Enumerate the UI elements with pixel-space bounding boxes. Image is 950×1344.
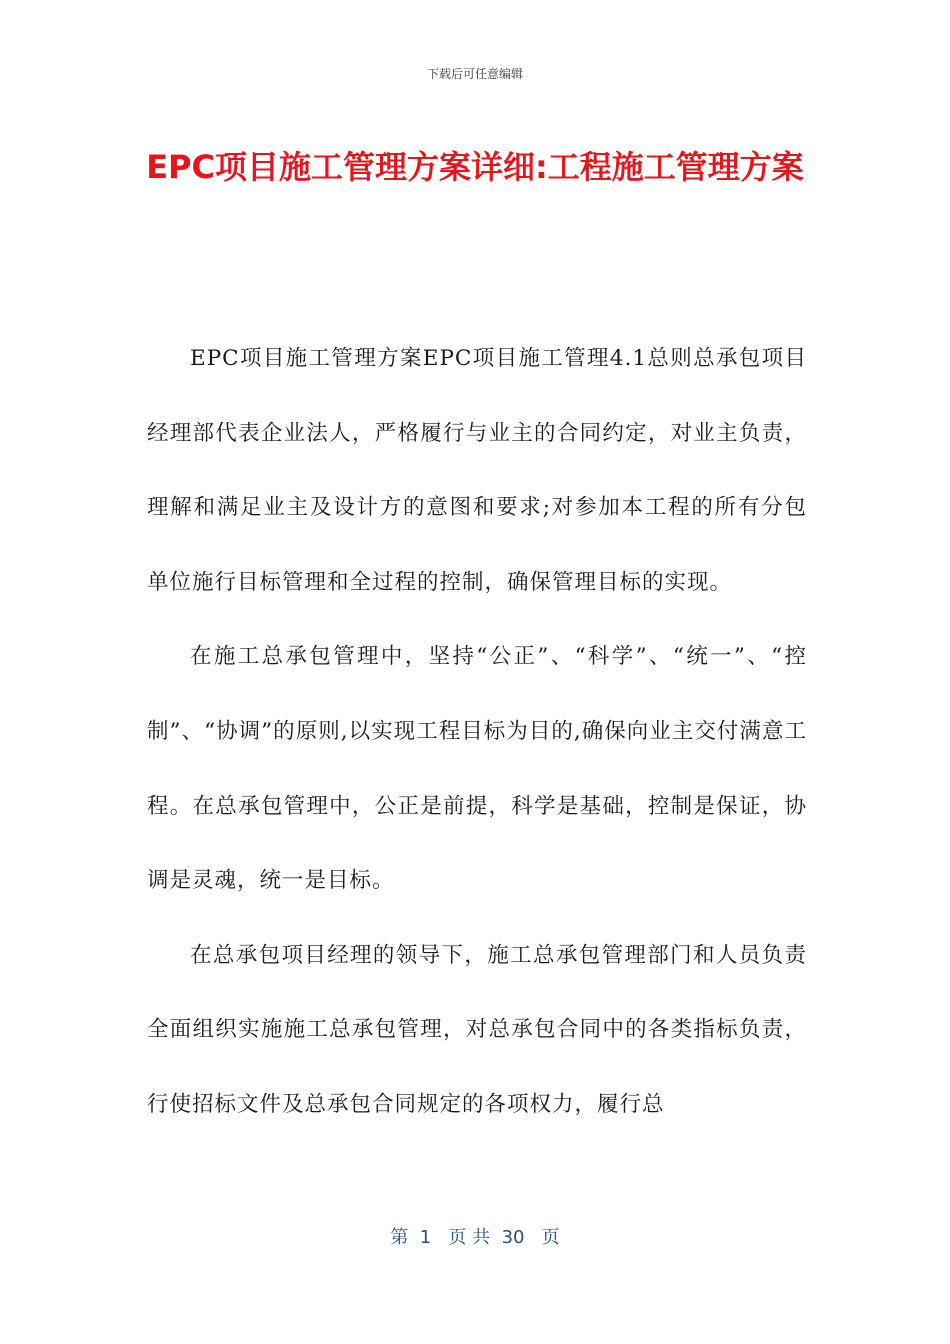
body-paragraph-3: 在总承包项目经理的领导下，施工总承包管理部门和人员负责全面组织实施施工总承包管理，对总承包合同中的各类指标负责，行使招标文件及总承包合同规定的各项权力，履行总 <box>147 942 807 1117</box>
page-number-footer: 第 1 页 共 30 页 <box>390 1227 560 1248</box>
page-header-note: 下载后可任意编辑 <box>426 67 523 81</box>
document-body <box>147 322 807 1143</box>
body-paragraph-1: EPC项目施工管理方案EPC项目施工管理4.1总则总承包项目经理部代表企业法人，严格履行与业主的合同约定，对业主负责，理解和满足业主及设计方的意图和要求;对参加本工程的所有分包单位施行目标管理和全过程的控制，确保管理目标的实现。 <box>147 346 807 595</box>
body-paragraph-2: 在施工总承包管理中，坚持“公正”、“科学”、“统一”、“控制”、“协调”的原则,以实现工程目标为目的,确保向业主交付满意工程。在总承包管理中，公正是前提，科学是基础，控制是保证，协调是灵魂，统一是目标。 <box>147 644 807 894</box>
document-title: EPC项目施工管理方案详细:工程施工管理方案 <box>146 148 804 186</box>
